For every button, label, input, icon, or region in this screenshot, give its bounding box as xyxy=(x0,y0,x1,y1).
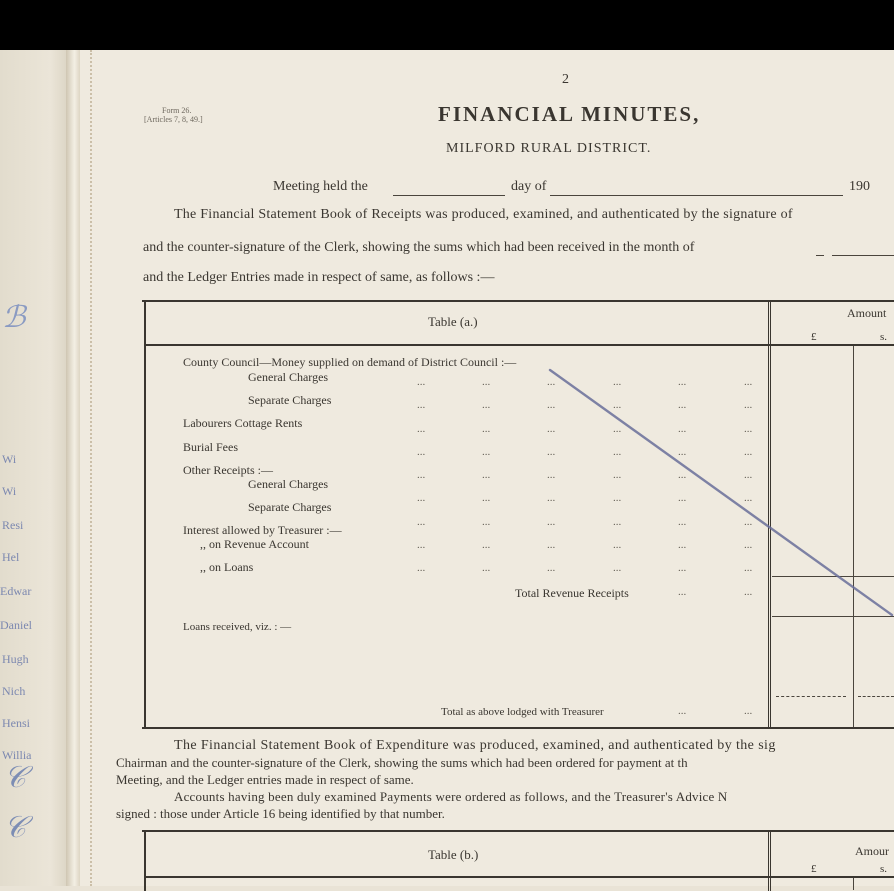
leader-dots: ... xyxy=(547,539,556,552)
book-gutter xyxy=(66,50,80,886)
leader-dots: ... xyxy=(613,399,622,412)
row-cc-separate: Separate Charges xyxy=(248,393,332,407)
leader-dots: ... xyxy=(744,705,753,717)
row-other-receipts: Other Receipts :— xyxy=(183,463,273,477)
leader-dots: ... xyxy=(744,445,753,458)
table-a-pounds-header: £ xyxy=(811,331,817,343)
leader-dots: ... xyxy=(547,399,556,412)
expenditure-paragraph-line: Chairman and the counter-signature of the Clerk, showing the sums which had been ordered for payment at th xyxy=(116,755,688,770)
table-b-title: Table (b.) xyxy=(428,847,479,862)
row-interest-loans: ,, on Loans xyxy=(200,560,254,574)
form-reference: Form 26. xyxy=(162,106,192,115)
leader-dots: ... xyxy=(678,445,687,458)
leader-dots: ... xyxy=(613,539,622,552)
table-b-amount-header: Amour xyxy=(855,844,889,858)
leader-dots: ... xyxy=(482,422,491,435)
table-b-top-rule xyxy=(142,830,894,832)
leader-dots: ... xyxy=(678,492,687,505)
leader-dots: ... xyxy=(482,399,491,412)
facing-page-name: Hel xyxy=(2,550,20,564)
leader-dots: ... xyxy=(744,585,753,598)
leader-dots: ... xyxy=(417,469,426,482)
ledger-page xyxy=(80,50,894,886)
receipts-paragraph-line: and the counter-signature of the Clerk, showing the sums which had been received in the month of xyxy=(143,240,695,255)
leader-dots: ... xyxy=(482,539,491,552)
leader-dots: ... xyxy=(678,539,687,552)
leader-dots: ... xyxy=(547,422,556,435)
facing-page-name: Hensi xyxy=(2,716,30,730)
leader-dots: ... xyxy=(678,705,687,717)
leader-dots: ... xyxy=(482,492,491,505)
table-a-amount-header: Amount xyxy=(847,306,887,320)
leader-dots: ... xyxy=(744,422,753,435)
leader-dots: ... xyxy=(547,562,556,575)
leader-dots: ... xyxy=(417,399,426,412)
leader-dots: ... xyxy=(547,445,556,458)
table-b-pounds-header: £ xyxy=(811,863,817,875)
facing-page-name: Willia xyxy=(2,748,32,762)
leader-dots: ... xyxy=(417,562,426,575)
handwritten-mark: 𝒞 xyxy=(4,810,26,845)
leader-dots: ... xyxy=(482,469,491,482)
leader-dots: ... xyxy=(744,539,753,552)
row-labourers: Labourers Cottage Rents xyxy=(183,416,303,430)
leader-dots: ... xyxy=(613,376,622,388)
leader-dots: ... xyxy=(678,562,687,575)
row-other-separate: Separate Charges xyxy=(248,500,332,514)
leader-dots: ... xyxy=(678,399,687,412)
leader-dots: ... xyxy=(678,376,687,388)
expenditure-paragraph-line: Meeting, and the Ledger entries made in respect of same. xyxy=(116,772,414,787)
leader-dots: ... xyxy=(744,469,753,482)
expenditure-paragraph-line: The Financial Statement Book of Expenditure was produced, examined, and authenticated by the sig xyxy=(174,738,776,753)
leader-dots: ... xyxy=(744,515,753,528)
expenditure-paragraph-line: Accounts having been duly examined Payments were ordered as follows, and the Treasurer's Advice N xyxy=(174,789,728,804)
document-title: FINANCIAL MINUTES, xyxy=(438,102,701,126)
leader-dots: ... xyxy=(678,515,687,528)
facing-page-name: Wi xyxy=(2,484,17,498)
meeting-year: 190 xyxy=(849,179,870,194)
table-b-header-rule xyxy=(144,876,894,878)
row-interest-revenue: ,, on Revenue Account xyxy=(200,537,309,551)
leader-dots: ... xyxy=(678,585,687,598)
row-other-general: General Charges xyxy=(248,477,329,491)
table-a-bottom-rule xyxy=(142,727,894,729)
page-number: 2 xyxy=(562,72,569,87)
district-name: MILFORD RURAL DISTRICT. xyxy=(446,141,652,156)
handwritten-mark: ℬ xyxy=(2,300,26,335)
receipts-paragraph-line: and the Ledger Entries made in respect of same, as follows :— xyxy=(143,270,495,285)
row-burial: Burial Fees xyxy=(183,440,238,454)
row-loans-received: Loans received, viz. : — xyxy=(183,621,292,633)
facing-page-name: Daniel xyxy=(0,618,32,632)
leader-dots: ... xyxy=(678,469,687,482)
leader-dots: ... xyxy=(613,469,622,482)
leader-dots: ... xyxy=(547,492,556,505)
leader-dots: ... xyxy=(744,376,753,388)
leader-dots: ... xyxy=(547,376,556,388)
leader-dots: ... xyxy=(482,562,491,575)
leader-dots: ... xyxy=(417,445,426,458)
leader-dots: ... xyxy=(417,492,426,505)
leader-dots: ... xyxy=(482,445,491,458)
table-a-title: Table (a.) xyxy=(428,314,478,329)
black-top-border xyxy=(0,0,894,50)
leader-dots: ... xyxy=(547,515,556,528)
leader-dots: ... xyxy=(613,445,622,458)
leader-dots: ... xyxy=(744,399,753,412)
leader-dots: ... xyxy=(613,422,622,435)
leader-dots: ... xyxy=(678,422,687,435)
row-county-council: County Council—Money supplied on demand of District Council :— xyxy=(183,355,517,369)
table-a-shillings-header: s. xyxy=(880,331,888,343)
leader-dots: ... xyxy=(417,515,426,528)
leader-dots: ... xyxy=(547,469,556,482)
table-b-pounds-divider xyxy=(853,876,854,890)
leader-dots: ... xyxy=(613,492,622,505)
leader-dots: ... xyxy=(613,562,622,575)
leader-dots: ... xyxy=(417,376,426,388)
leader-dots: ... xyxy=(417,539,426,552)
handwritten-mark: 𝒞 xyxy=(4,760,26,795)
facing-page-name: Hugh xyxy=(2,652,29,666)
meeting-day-of: day of xyxy=(511,179,547,194)
row-total-revenue: Total Revenue Receipts xyxy=(515,586,629,600)
facing-page-name: Wi xyxy=(2,452,17,466)
leader-dots: ... xyxy=(744,492,753,505)
table-b-shillings-header: s. xyxy=(880,863,888,875)
table-b-left-rule xyxy=(144,831,146,891)
row-cc-general: General Charges xyxy=(248,370,329,384)
facing-page-name: Resi xyxy=(2,518,24,532)
row-total-lodged: Total as above lodged with Treasurer xyxy=(441,706,604,718)
expenditure-paragraph-line: signed : those under Article 16 being identified by that number. xyxy=(116,806,445,821)
table-b-amount-divider xyxy=(768,831,771,891)
meeting-label: Meeting held the xyxy=(273,179,368,194)
facing-page-name: Edwar xyxy=(0,584,32,598)
leader-dots: ... xyxy=(482,515,491,528)
receipts-paragraph-line: The Financial Statement Book of Receipts was produced, examined, and authenticated by the signature of xyxy=(174,207,793,222)
facing-page-name: Nich xyxy=(2,684,26,698)
leader-dots: ... xyxy=(744,562,753,575)
leader-dots: ... xyxy=(417,422,426,435)
leader-dots: ... xyxy=(482,376,491,388)
form-articles: [Articles 7, 8, 49.] xyxy=(144,115,203,124)
row-interest: Interest allowed by Treasurer :— xyxy=(183,523,342,537)
leader-dots: ... xyxy=(613,515,622,528)
